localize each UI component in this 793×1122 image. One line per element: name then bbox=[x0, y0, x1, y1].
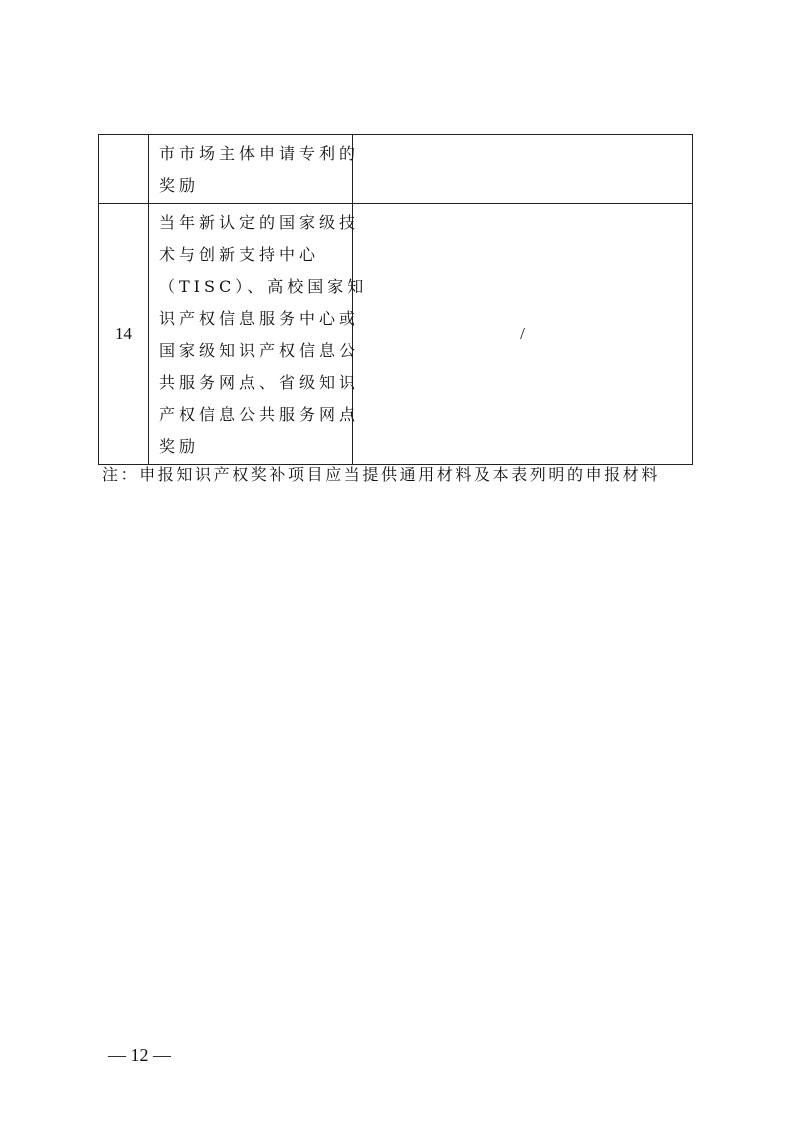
description-line: （TISC）、高校国家知 bbox=[159, 277, 368, 296]
award-materials-table bbox=[98, 134, 693, 465]
page-number: — 12 — bbox=[108, 1045, 171, 1065]
description-line: 当年新认定的国家级技 bbox=[159, 213, 360, 232]
table-row bbox=[99, 204, 693, 465]
description-line: 共服务网点、省级知识 bbox=[159, 373, 360, 392]
description-line: 市市场主体申请专利的 bbox=[159, 144, 360, 163]
table-footnote: 注：申报知识产权奖补项目应当提供通用材料及本表列明的申报材料 bbox=[102, 465, 661, 484]
row-description-cell bbox=[149, 135, 360, 204]
description-line: 识产权信息服务中心或 bbox=[159, 309, 360, 328]
award-materials-table-container bbox=[98, 134, 692, 465]
row-number-cell: 14 bbox=[99, 204, 149, 465]
row-number-cell bbox=[99, 135, 149, 204]
row-description-cell bbox=[149, 204, 368, 465]
row-materials-cell: / bbox=[353, 204, 693, 465]
description-line: 奖励 bbox=[159, 176, 200, 195]
description-line: 术与创新支持中心 bbox=[159, 245, 320, 264]
description-line: 产权信息公共服务网点 bbox=[159, 405, 360, 424]
row-materials-cell bbox=[353, 135, 693, 204]
description-line: 奖励 bbox=[159, 437, 200, 456]
description-line: 国家级知识产权信息公 bbox=[159, 341, 360, 360]
table-row bbox=[99, 135, 693, 204]
